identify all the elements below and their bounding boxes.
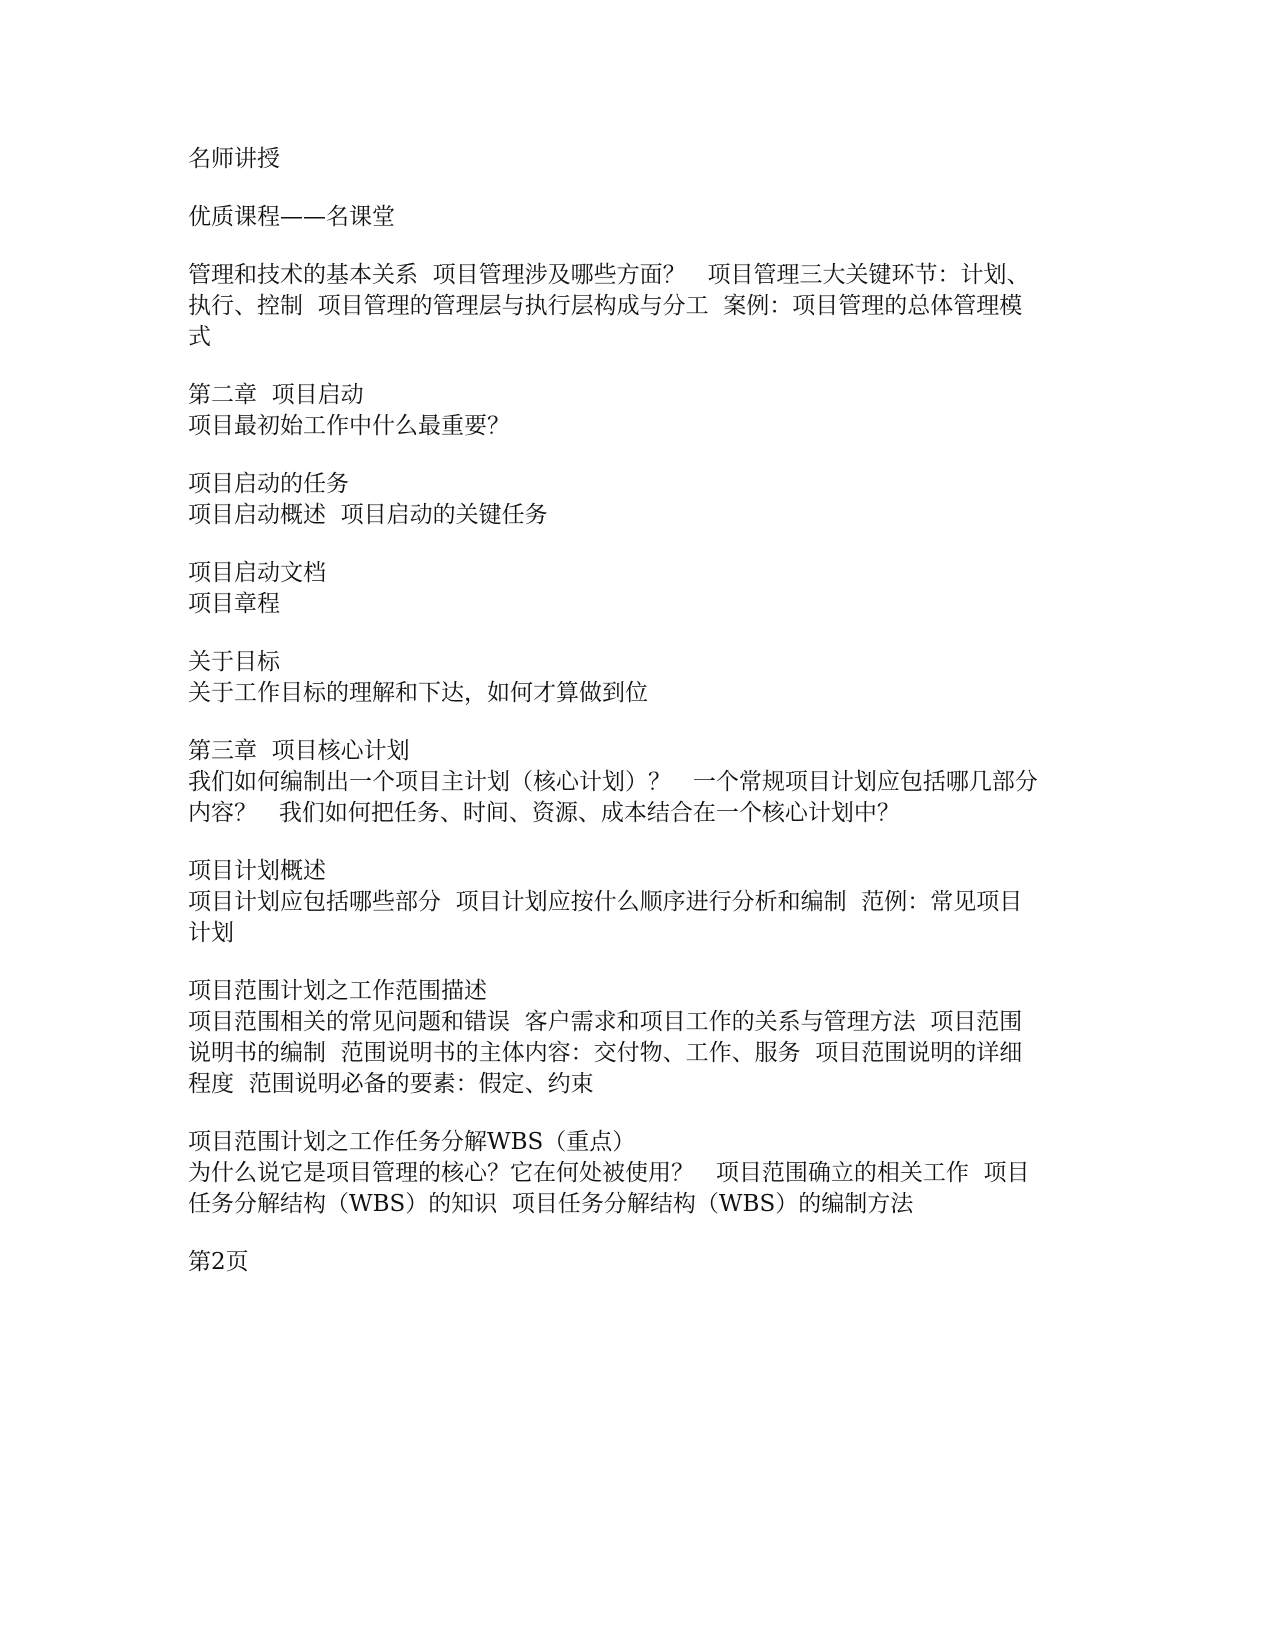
section-title: 项目范围计划之工作任务分解WBS（重点）: [188, 1129, 636, 1155]
body-line: 项目最初始工作中什么最重要？: [188, 413, 510, 439]
body-line: 我们如何编制出一个项目主计划（核心计划）？ 一个常规项目计划应包括哪几部分: [188, 769, 1038, 795]
header-line-2: 优质课程——名课堂: [188, 204, 395, 230]
body-line: 项目范围相关的常见问题和错误 客户需求和项目工作的关系与管理方法 项目范围: [188, 1009, 1023, 1035]
section-chapter-2: [188, 380, 1088, 442]
body-line: 计划: [188, 920, 234, 946]
section-title: 项目启动的任务: [188, 471, 349, 497]
section-chapter-3: [188, 736, 1088, 829]
body-line: 程度 范围说明必备的要素：假定、约束: [188, 1071, 594, 1097]
section-title: 第二章 项目启动: [188, 382, 364, 408]
section-scope-description: [188, 976, 1088, 1100]
body-line: 任务分解结构（WBS）的知识 项目任务分解结构（WBS）的编制方法: [188, 1191, 914, 1217]
document-content: [188, 144, 1088, 1278]
body-line: 项目计划应包括哪些部分 项目计划应按什么顺序进行分析和编制 范例：常见项目: [188, 889, 1023, 915]
section-title: 项目计划概述: [188, 858, 326, 884]
section-title: 项目范围计划之工作范围描述: [188, 978, 487, 1004]
section-startup-tasks: [188, 469, 1088, 531]
body-line: 式: [188, 324, 211, 350]
section-startup-docs: [188, 558, 1088, 620]
header-line-1: 名师讲授: [188, 146, 280, 172]
section-title: 项目启动文档: [188, 560, 326, 586]
section-plan-overview: [188, 856, 1088, 949]
body-line: 为什么说它是项目管理的核心？它在何处被使用？ 项目范围确立的相关工作 项目: [188, 1160, 1030, 1186]
body-line: 项目章程: [188, 591, 280, 617]
section-title: 关于目标: [188, 649, 280, 675]
body-line: 内容？ 我们如何把任务、时间、资源、成本结合在一个核心计划中？: [188, 800, 900, 826]
section-objectives: [188, 647, 1088, 709]
body-line: 说明书的编制 范围说明书的主体内容：交付物、工作、服务 项目范围说明的详细: [188, 1040, 1023, 1066]
body-line: 项目启动概述 项目启动的关键任务: [188, 502, 548, 528]
page-number: 第2页: [188, 1249, 249, 1275]
section-intro: [188, 260, 1088, 353]
body-line: 执行、控制 项目管理的管理层与执行层构成与分工 案例：项目管理的总体管理模: [188, 293, 1023, 319]
section-wbs: [188, 1127, 1088, 1220]
section-title: 第三章 项目核心计划: [188, 738, 410, 764]
body-line: 关于工作目标的理解和下达，如何才算做到位: [188, 680, 648, 706]
body-line: 管理和技术的基本关系 项目管理涉及哪些方面？ 项目管理三大关键环节：计划、: [188, 262, 1030, 288]
